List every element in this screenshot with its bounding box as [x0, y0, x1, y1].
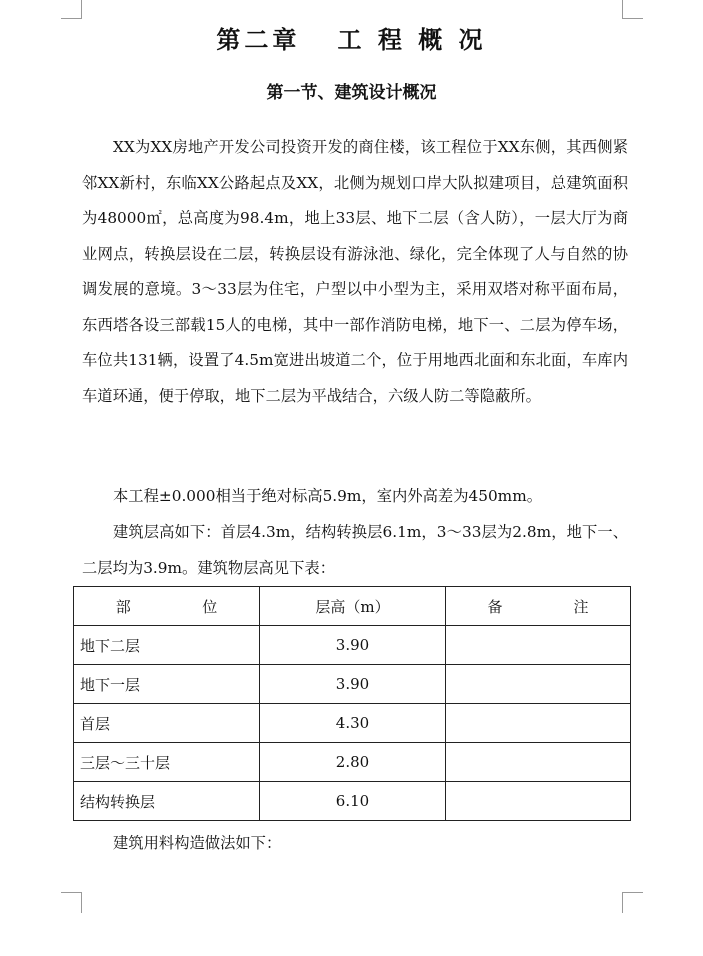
page-corner-mark-top-right [622, 0, 643, 19]
table-row [74, 743, 631, 782]
table-row [74, 665, 631, 704]
cell-part: 地下一层 [74, 665, 260, 704]
header-note-char-1: 备 [487, 597, 503, 616]
page-corner-mark-bottom-right [622, 892, 643, 913]
floor-height-table [73, 586, 631, 821]
table-header-row [74, 587, 631, 626]
page-corner-mark-bottom-left [61, 892, 82, 913]
section-title: 第一节、建筑设计概况 [266, 83, 437, 103]
materials-intro-paragraph: 建筑用料构造做法如下： [113, 834, 282, 852]
cell-part: 结构转换层 [74, 782, 260, 821]
cell-note [446, 626, 631, 665]
chapter-title: 第二章 工 程 概 况 [216, 26, 487, 54]
cell-part: 三层～三十层 [74, 743, 260, 782]
table-row [74, 704, 631, 743]
cell-note [446, 704, 631, 743]
cell-part: 地下二层 [74, 626, 260, 665]
cell-height: 2.80 [260, 743, 446, 782]
cell-part: 首层 [74, 704, 260, 743]
page-corner-mark-top-left [61, 0, 82, 19]
table-row [74, 626, 631, 665]
cell-height: 3.90 [260, 626, 446, 665]
header-part-char-2: 位 [202, 597, 218, 616]
cell-height: 3.90 [260, 665, 446, 704]
header-part [74, 587, 260, 626]
header-note [446, 587, 631, 626]
overview-paragraph: XX为XX房地产开发公司投资开发的商住楼，该工程位于XX东侧，其西侧紧邻XX新村，东临XX公路起点及XX，北侧为规划口岸大队拟建项目，总建筑面积为48000㎡，总高度为98.4m，地上33层、地下二层（含人防），一层大厅为商业网点，转换层设在二层，转换层设有游泳池、绿化，完全体现了人与自然的协调发展的意境。3～33层为住宅，户型以中小型为主，采用双塔对称平面布局，东西塔各设三部载15人的电梯，其中一部作消防电梯，地下一、二层为停车场，车位共131辆，设置了4.5m宽进出坡道二个，位于用地西北面和东北面，车库内车道环通，便于停取，地下二层为平战结合，六级人防二等隐蔽所。 [82, 138, 628, 405]
header-height: 层高（m） [260, 587, 446, 626]
cell-note [446, 665, 631, 704]
header-note-char-2: 注 [573, 597, 589, 616]
floor-heights-paragraph: 建筑层高如下：首层4.3m，结构转换层6.1m，3～33层为2.8m，地下一、二层均为3.9m。建筑物层高见下表： [82, 523, 628, 577]
table-row [74, 782, 631, 821]
cell-note [446, 782, 631, 821]
header-part-char-1: 部 [115, 597, 131, 616]
cell-note [446, 743, 631, 782]
cell-height: 6.10 [260, 782, 446, 821]
cell-height: 4.30 [260, 704, 446, 743]
elevation-paragraph: 本工程±0.000相当于绝对标高5.9m，室内外高差为450mm。 [113, 487, 542, 505]
